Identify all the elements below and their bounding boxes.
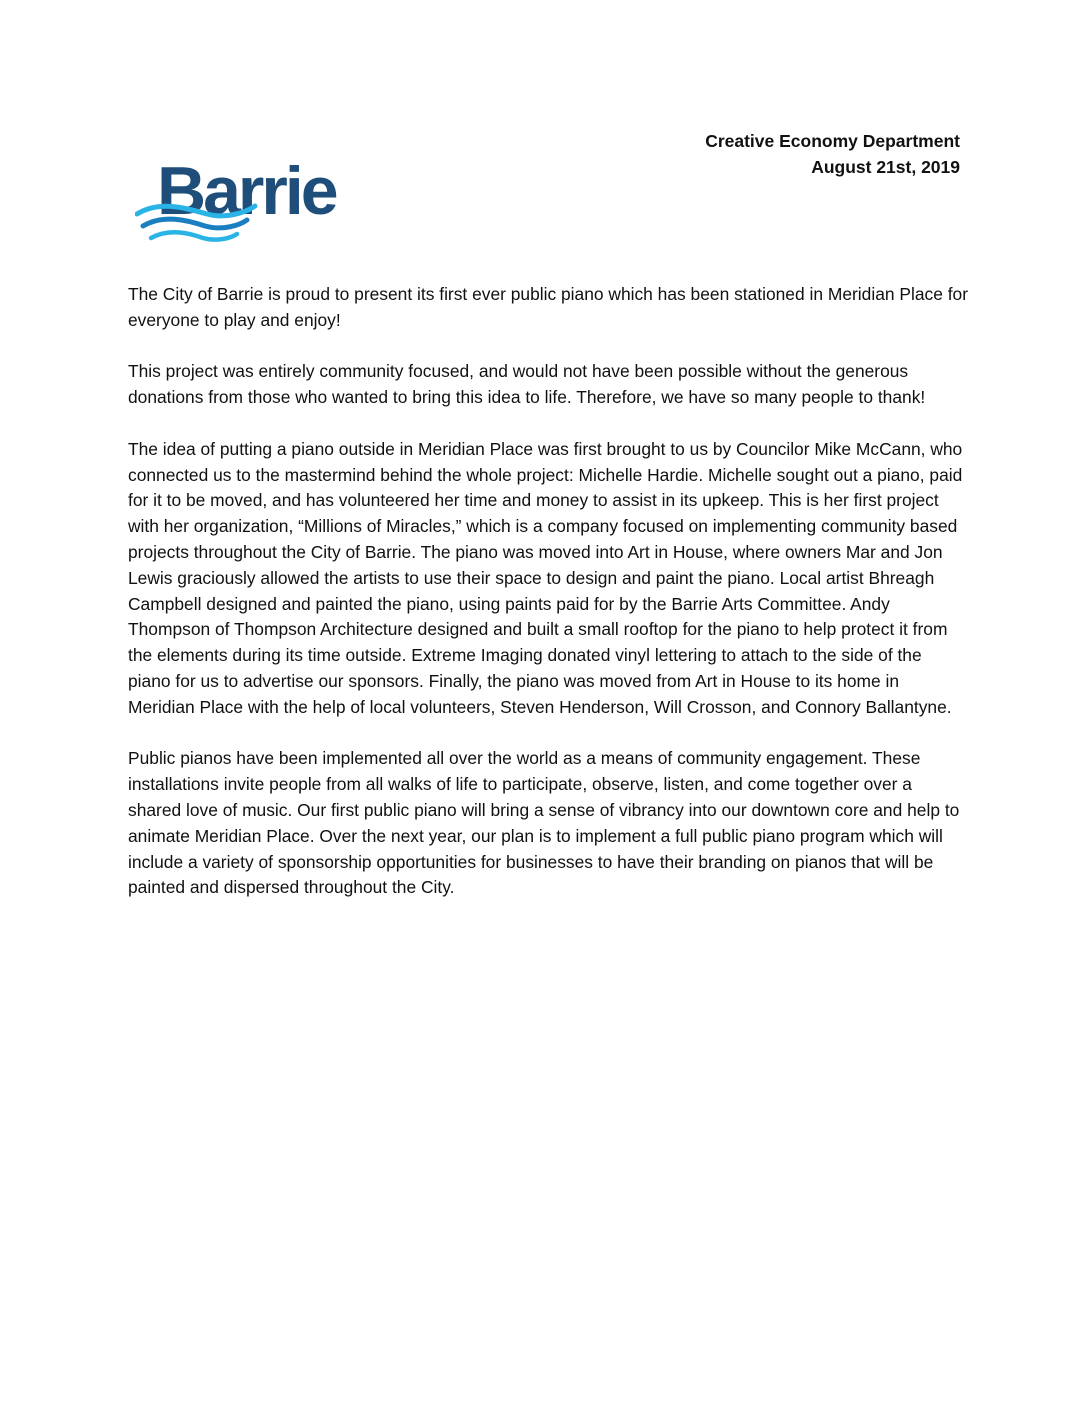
barrie-logo-graphic (135, 150, 385, 245)
paragraph-contributors: The idea of putting a piano outside in Meridian Place was first brought to us by Councilor Mike McCann, who connected us to the mastermind behind the whole project: Michelle Hardie. Michelle sought out a piano, paid for it to be moved, and has volunteered her time and money to assist in its upkeep. This is her first project with her organization, “Millions of Miracles,” which is a company focused on implementing community based projects throughout the City of Barrie. The piano was moved into Art in House, where owners Mar and Jon Lewis graciously allowed the artists to use their space to design and paint the piano. Local artist Bhreagh Campbell designed and painted the piano, using paints paid for by the Barrie Arts Committee. Andy Thompson of Thompson Architecture designed and built a small rooftop for the piano to help protect it from the elements during its time outside. Extreme Imaging donated vinyl lettering to attach to the side of the piano for us to advertise our sponsors. Finally, the piano was moved from Art in House to its home in Meridian Place with the help of local volunteers, Steven Henderson, Will Crosson, and Connory Ballantyne. (128, 438, 963, 717)
letter-date: August 21st, 2019 (811, 157, 960, 177)
letter-header (705, 128, 960, 180)
wave-bottom-icon (151, 232, 237, 239)
paragraph-program: Public pianos have been implemented all over the world as a means of community engagement. These installations invite people from all walks of life to participate, observe, listen, and come together over a shared love of music. Our first public piano will bring a sense of vibrancy into our downtown core and help to animate Meridian Place. Over the next year, our plan is to implement a full public piano program which will include a variety of sponsorship opportunities for businesses to have their branding on pianos that will be painted and dispersed throughout the City. (128, 748, 960, 898)
barrie-logo (135, 150, 385, 245)
paragraph-thanks: This project was entirely community focused, and would not have been possible without the generous donations from those who wanted to bring this idea to life. Therefore, we have so many people to thank! (128, 361, 926, 408)
logo-wordmark: Barrie (157, 153, 336, 229)
department-name: Creative Economy Department (705, 131, 960, 151)
paragraph-intro: The City of Barrie is proud to present its first ever public piano which has been stationed in Meridian Place for everyone to play and enjoy! (128, 284, 969, 330)
letter-body (128, 282, 968, 927)
